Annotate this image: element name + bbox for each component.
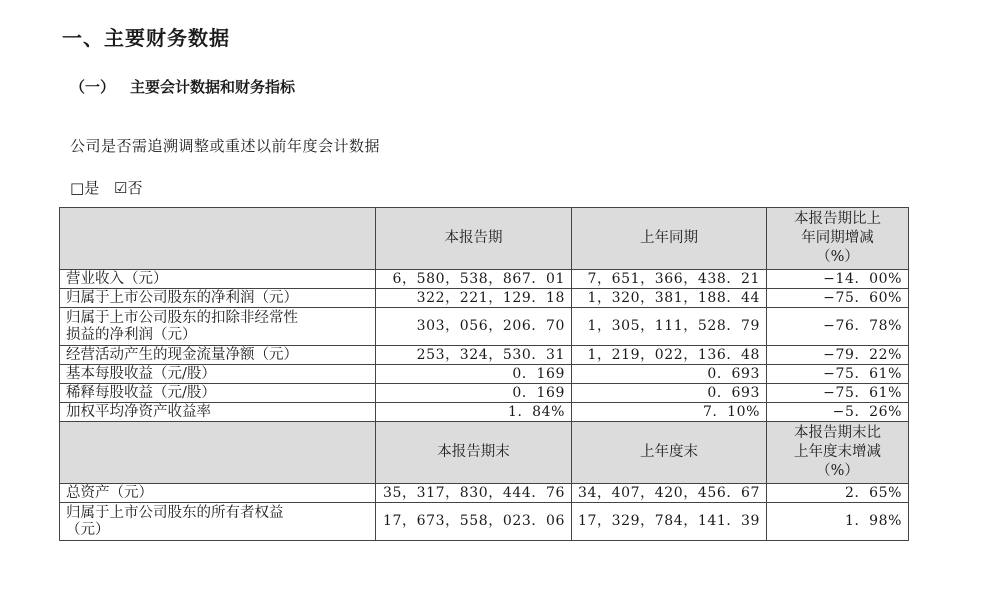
table-row: [60, 384, 909, 403]
table-row: [60, 365, 909, 384]
header-prior-year-end: 上年度末: [572, 422, 767, 484]
restatement-options: [70, 177, 152, 198]
row-label: 基本每股收益（元/股）: [60, 365, 376, 384]
prior-value: 1，320，381，188．44: [572, 289, 767, 308]
table-row: [60, 289, 909, 308]
row-label: 总资产（元）: [60, 484, 376, 503]
section-heading: 一、主要财务数据: [62, 26, 230, 50]
option-yes[interactable]: [70, 179, 104, 197]
current-value: 17，673，558，023．06: [376, 503, 572, 541]
header-period-end: 本报告期末: [376, 422, 572, 484]
change-value: −75．61%: [767, 365, 909, 384]
row-label: 营业收入（元）: [60, 270, 376, 289]
table-row: [60, 308, 909, 346]
change-value: −75．61%: [767, 384, 909, 403]
header-prior-period: 上年同期: [572, 208, 767, 270]
change-value: −76．78%: [767, 308, 909, 346]
subsection-title: 主要会计数据和财务指标: [130, 78, 296, 96]
row-label: 加权平均净资产收益率: [60, 403, 376, 422]
header-change-line2: 年同期增减: [801, 230, 874, 246]
header-change: [767, 208, 909, 270]
change-value: −5．26%: [767, 403, 909, 422]
prior-value: 0．693: [572, 365, 767, 384]
financial-data-table: [59, 207, 909, 541]
unchecked-box-icon: □: [70, 179, 85, 197]
header-change: [767, 422, 909, 484]
current-value: 253，324，530．31: [376, 346, 572, 365]
table-row: [60, 484, 909, 503]
change-value: −75．60%: [767, 289, 909, 308]
header-current-period: 本报告期: [376, 208, 572, 270]
row-label: [60, 503, 376, 541]
row-label: 稀释每股收益（元/股）: [60, 384, 376, 403]
checked-box-icon: ☑: [113, 179, 128, 197]
row-label: [60, 308, 376, 346]
row-label: 经营活动产生的现金流量净额（元）: [60, 346, 376, 365]
prior-value: 34，407，420，456．67: [572, 484, 767, 503]
option-no-label: 否: [127, 179, 143, 197]
current-value: 6，580，538，867．01: [376, 270, 572, 289]
current-value: 0．169: [376, 365, 572, 384]
header-blank-cell: [60, 422, 376, 484]
table-header-row: [60, 422, 909, 484]
option-no[interactable]: [114, 179, 142, 197]
table-row: [60, 403, 909, 422]
subsection-heading: [70, 76, 295, 97]
subsection-number: （一）: [70, 78, 116, 96]
option-yes-label: 是: [84, 179, 100, 197]
table-header-row: [60, 208, 909, 270]
row-label-line1: 归属于上市公司股东的所有者权益: [66, 504, 284, 521]
header-change-line2: 上年度末增减: [794, 444, 881, 460]
header-blank-cell: [60, 208, 376, 270]
prior-value: 0．693: [572, 384, 767, 403]
row-label-line2: 损益的净利润（元）: [66, 326, 197, 343]
change-value: −14．00%: [767, 270, 909, 289]
header-change-line1: 本报告期末比: [794, 425, 881, 441]
current-value: 322，221，129．18: [376, 289, 572, 308]
change-value: 2．65%: [767, 484, 909, 503]
table-row: [60, 270, 909, 289]
table-row: [60, 503, 909, 541]
row-label-line2: （元）: [66, 521, 110, 538]
prior-value: 17，329，784，141．39: [572, 503, 767, 541]
prior-value: 1，219，022，136．48: [572, 346, 767, 365]
header-change-line1: 本报告期比上: [794, 211, 881, 227]
current-value: 0．169: [376, 384, 572, 403]
change-value: 1．98%: [767, 503, 909, 541]
current-value: 303，056，206．70: [376, 308, 572, 346]
prior-value: 7．10%: [572, 403, 767, 422]
restatement-question: 公司是否需追溯调整或重述以前年度会计数据: [70, 137, 381, 155]
prior-value: 1，305，111，528．79: [572, 308, 767, 346]
row-label: 归属于上市公司股东的净利润（元）: [60, 289, 376, 308]
change-value: −79．22%: [767, 346, 909, 365]
current-value: 35，317，830，444．76: [376, 484, 572, 503]
header-change-line3: （%）: [816, 249, 859, 265]
row-label-line1: 归属于上市公司股东的扣除非经常性: [66, 309, 298, 326]
header-change-line3: （%）: [816, 463, 859, 479]
prior-value: 7，651，366，438．21: [572, 270, 767, 289]
current-value: 1．84%: [376, 403, 572, 422]
table-row: [60, 346, 909, 365]
